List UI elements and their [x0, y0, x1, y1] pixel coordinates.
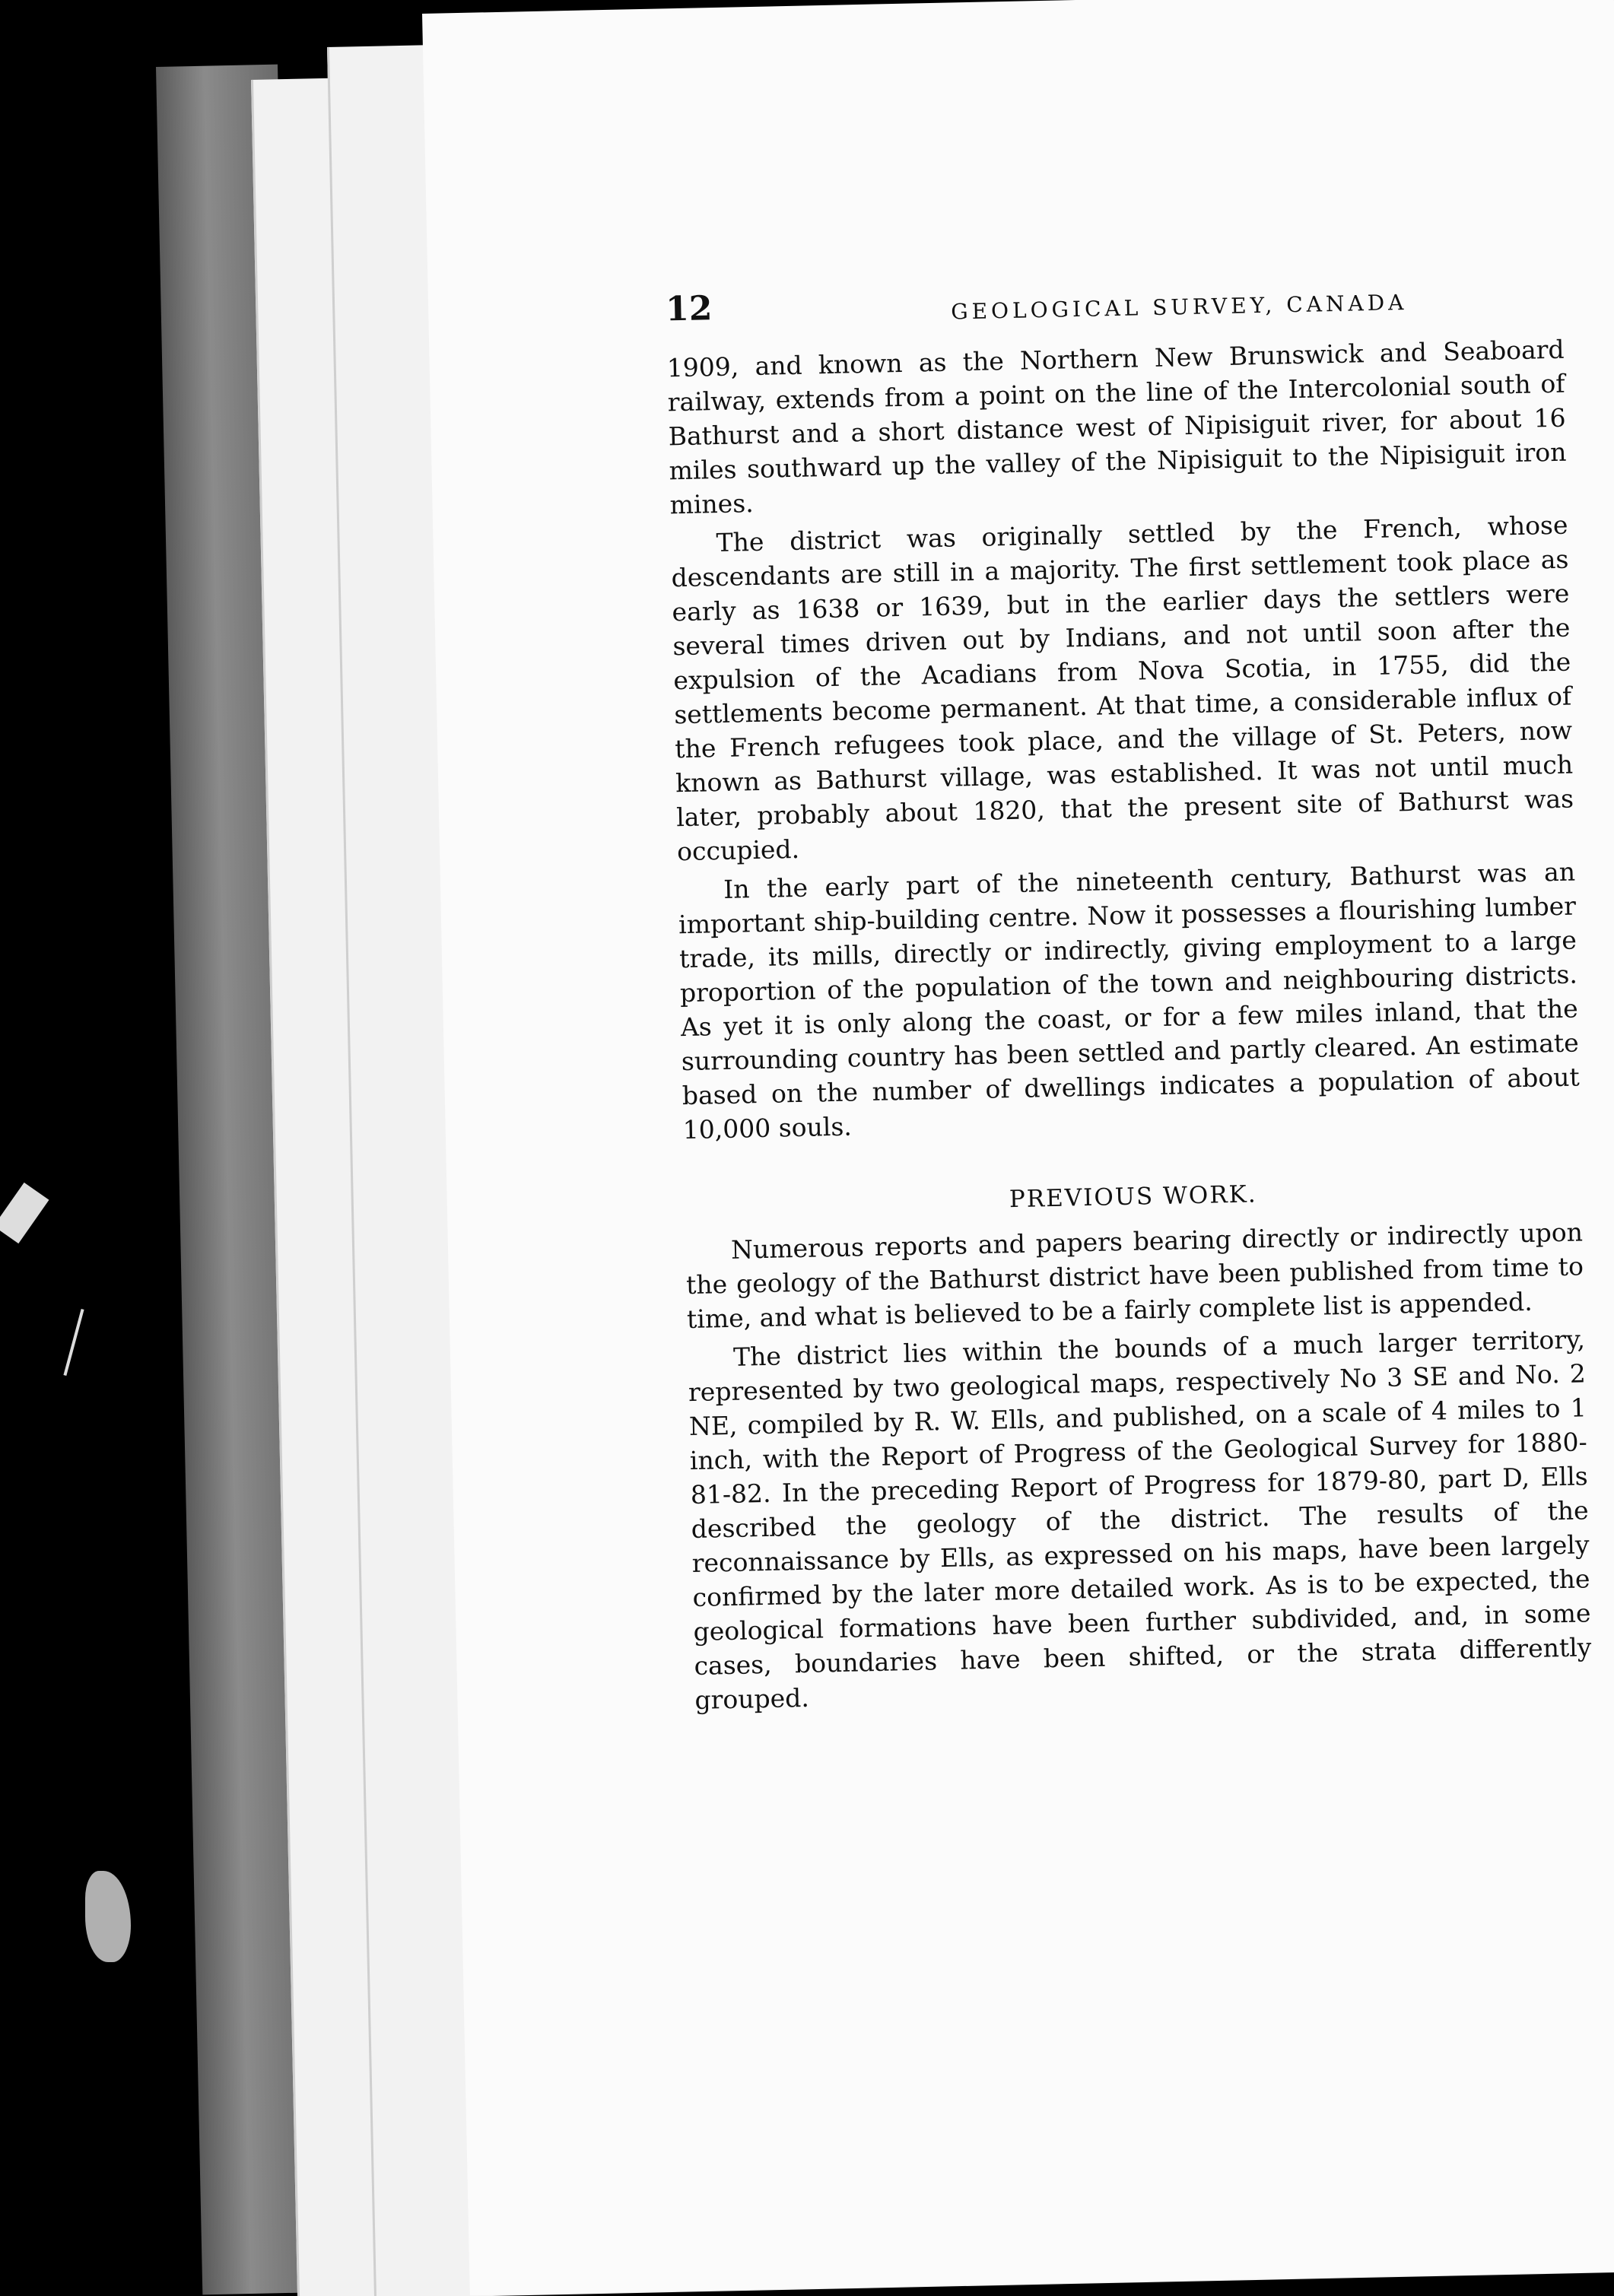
page-content — [666, 287, 1593, 1717]
paragraph: Numerous reports and papers bearing directly or indirectly upon the geology of the Bathurst district have been published from time to time, and what is believed to be a fairly complete list is appended. — [685, 1217, 1584, 1335]
document-page — [422, 0, 1614, 2295]
scan-artifact — [85, 1871, 131, 1962]
paragraph: The district lies within the bounds of a much larger territory, represented by two geological maps, respectively No 3 SE and No. 2 NE, compiled by R. W. Ells, and published, on a scale of 4 miles to 1 inch, with the Report of Progress of the Geological Survey for 1880-81-82. In the preceding Report of Progress for 1879-80, part D, Ells described the geology of the district. The results of the reconnaissance by Ells, as expressed on his maps, have been largely confirmed by the later more detailed work. As is to be expected, the geological formations have been further subdivided, and, in some cases, boundaries have been shifted, or the strata differently grouped. — [688, 1324, 1592, 1715]
scan-artifact — [63, 1309, 84, 1376]
paragraph: In the early part of the nineteenth century, Bathurst was an important ship-building centre. Now it possesses a flourishing lumber trade, its mills, directly or indirectly, giving employment to a large proportion of the population of the town and neighbouring districts. As yet it is only along the coast, or for a few miles inland, that the surrounding country has been settled and partly cleared. An estimate based on the number of dwellings indicates a population of about 10,000 souls. — [678, 856, 1581, 1145]
section-heading: PREVIOUS WORK. — [1009, 1180, 1257, 1214]
page-number: 12 — [665, 289, 713, 329]
scan-artifact — [0, 1183, 49, 1243]
paragraph: 1909, and known as the Northern New Brunswick and Seaboard railway, extends from a point on the line of the Intercolonial south of Bathurst and a short distance west of Nipisiguit river, for about 16 miles southward up the valley of the Nipisiguit to the Nipisiguit iron mines. — [666, 334, 1567, 520]
paragraph: The district was originally settled by the French, whose descendants are still in a majority. The first settlement took place as early as 1638 or 1639, but in the earlier days the settlers were several times driven out by Indians, and not until soon after the expulsion of the Acadians from Nova Scotia, in 1755, did the settlements become permanent. At that time, a considerable influx of the French refugees took place, and the village of St. Peters, now known as Bathurst village, was established. It was not until much later, probably about 1820, that the present site of Bathurst was occupied. — [671, 510, 1574, 867]
running-head: GEOLOGICAL SURVEY, CANADA — [950, 289, 1408, 325]
